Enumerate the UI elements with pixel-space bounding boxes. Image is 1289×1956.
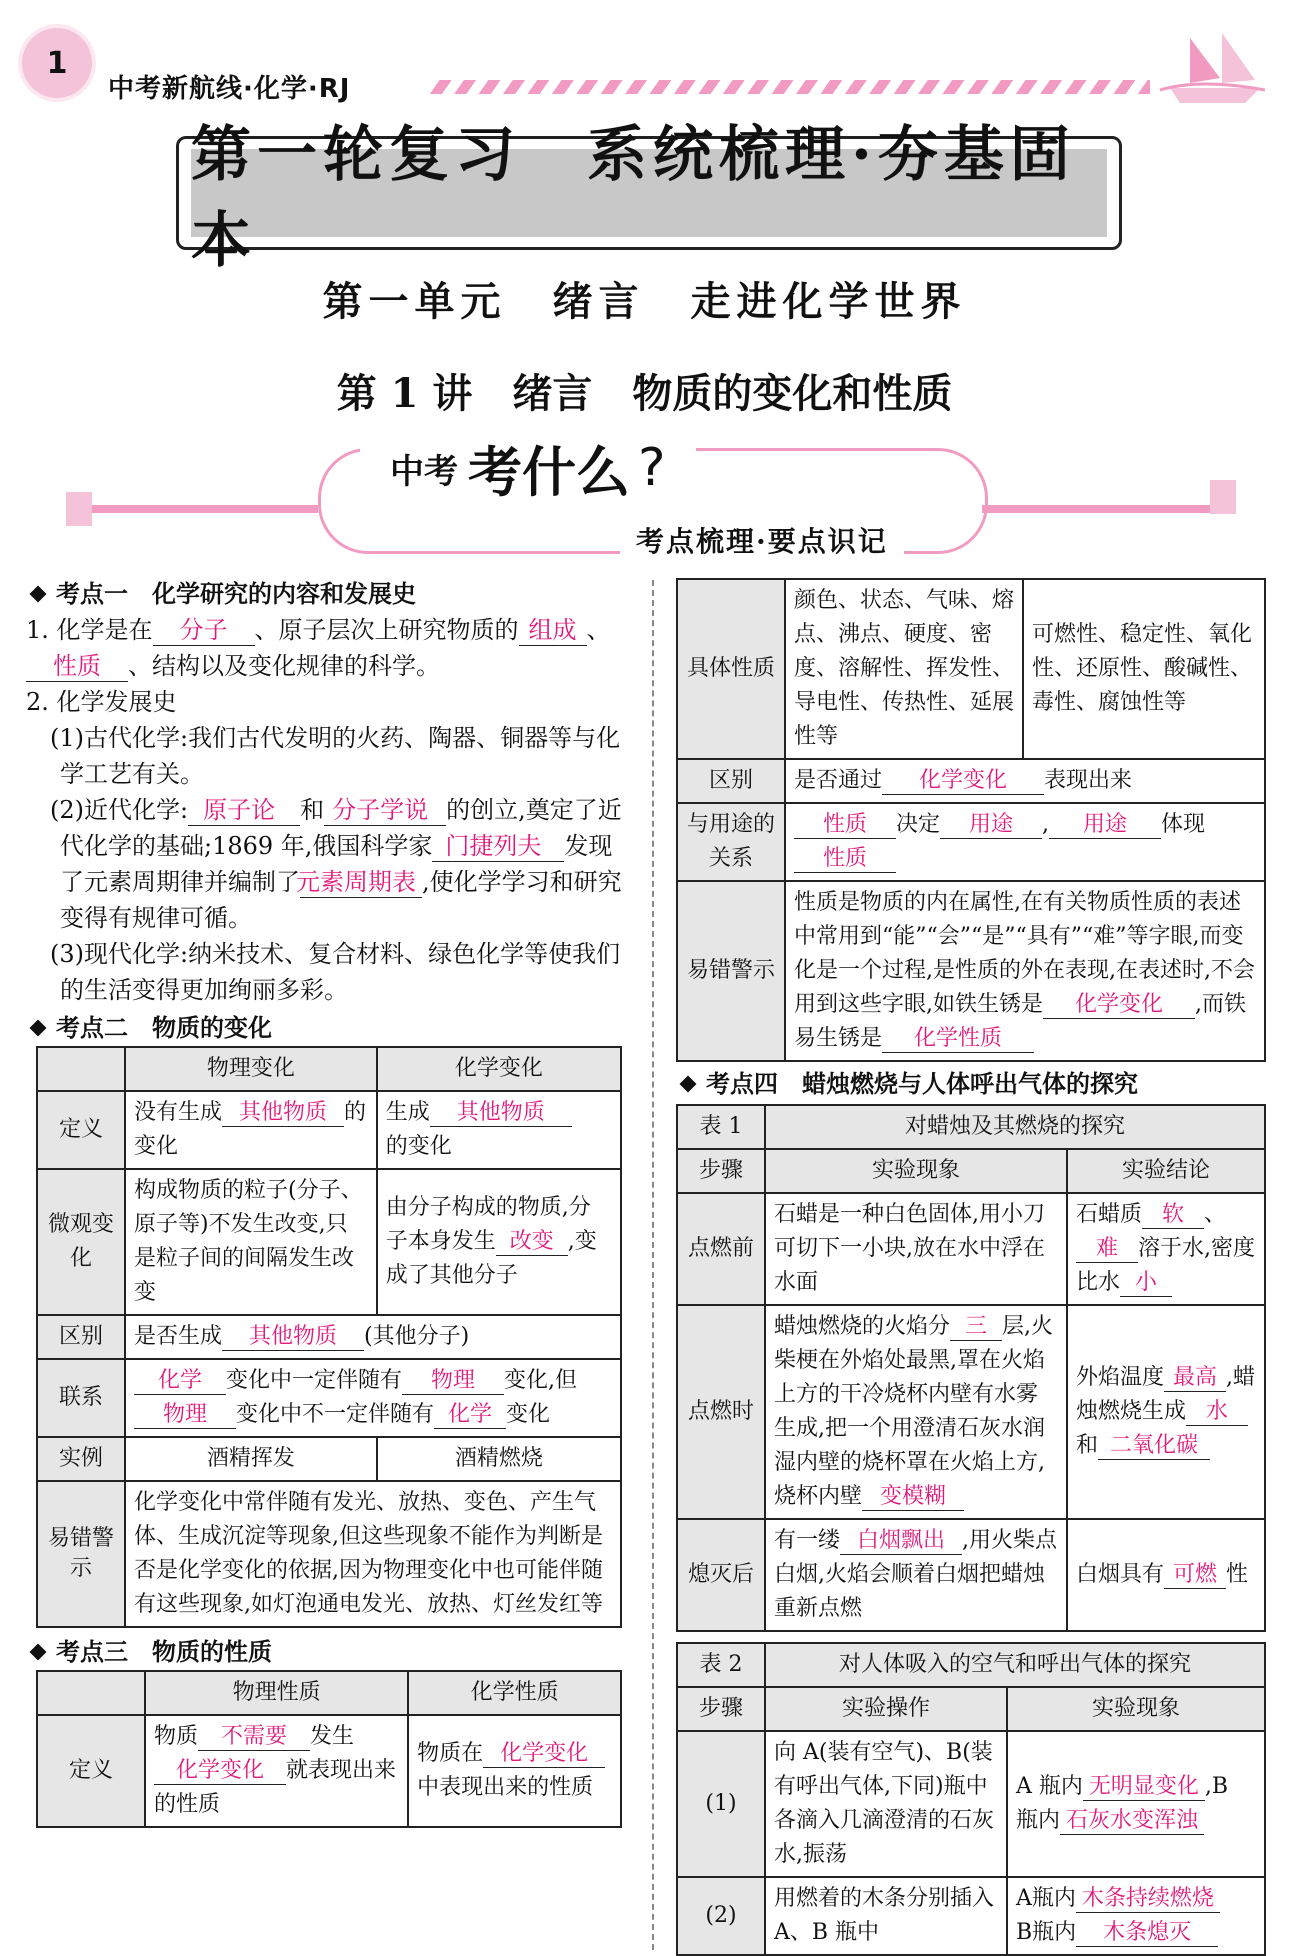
answer-blank: 化学变化 (1043, 992, 1195, 1019)
text: 性质是物质的内在属性,在有关物质性质的表述中常用到“能”“会”“是”“具有”“难”等字眼,而变化是一个过程,是性质的外在表现,在表述时,不会用到这些字眼,如铁生锈是 (794, 890, 1255, 1017)
step-label: 点燃前 (677, 1193, 765, 1305)
col-header: 物理变化 (125, 1047, 377, 1091)
answer-blank: 其他物质 (222, 1100, 344, 1127)
answer-blank: 三 (950, 1314, 1002, 1341)
table-title: 对蜡烛及其燃烧的探究 (765, 1105, 1265, 1149)
text: 体现 (1161, 812, 1206, 837)
text: 中表现出来的性质 (417, 1775, 594, 1800)
section-2-heading (26, 1010, 622, 1046)
cell (785, 803, 1265, 881)
answer-blank: 白烟飘出 (840, 1528, 962, 1555)
zk-title-a: 中考 (390, 451, 458, 492)
section-1-title: 考点一 化学研究的内容和发展史 (56, 580, 416, 608)
right-column (676, 578, 1266, 1956)
page-number-badge (22, 28, 92, 98)
sailboat-icon (1150, 28, 1270, 108)
text: 发生 (310, 1724, 355, 1749)
text: 物质在 (417, 1741, 484, 1766)
diamond-icon (680, 1076, 697, 1093)
text: 物质 (154, 1724, 199, 1749)
cell: 酒精燃烧 (377, 1437, 621, 1481)
answer-blank: 物理 (402, 1368, 504, 1395)
row-label: 微观变化 (37, 1169, 125, 1315)
text: ,用火柴点白烟,火焰会顺着白烟把蜡烛重新点燃 (774, 1528, 1058, 1621)
answer-blank: 元素周期表 (300, 868, 422, 898)
header-hatch-stripe (430, 80, 1150, 94)
section-3-heading (26, 1634, 622, 1670)
text: 1. 化学是在 (26, 616, 153, 644)
brand-title: 中考新航线·化学·RJ (108, 74, 351, 104)
s1-para-3: (1)古代化学:我们古代发明的火药、陶器、铜器等与化学工艺有关。 (50, 724, 621, 788)
table-number: 表 1 (677, 1105, 765, 1149)
section-2-title: 考点二 物质的变化 (56, 1014, 272, 1042)
row-label: 易错警示 (677, 881, 785, 1061)
col-header: 化学性质 (408, 1671, 621, 1715)
cell: 石蜡是一种白色固体,用小刀可切下一小块,放在水中浮在水面 (765, 1193, 1067, 1305)
corner-cell (37, 1671, 145, 1715)
zk-subtitle: 考点梳理·要点识记 (620, 520, 904, 560)
text: A 瓶内 (1016, 1774, 1083, 1799)
answer-blank: 分子 (153, 616, 255, 646)
text: ,蜡烛燃烧生成 (1076, 1365, 1256, 1424)
lecture-title: 第 1 讲 绪言 物质的变化和性质 (336, 370, 953, 417)
text: 的变化 (385, 1134, 452, 1159)
review-banner (176, 120, 1122, 276)
answer-blank: 组成 (519, 616, 587, 646)
cell (1067, 1519, 1265, 1631)
cell (785, 759, 1265, 803)
cell: 酒精挥发 (125, 1437, 377, 1481)
text: 由分子构成的物质,分子本身发生 (385, 1195, 591, 1254)
answer-blank: 小 (1120, 1270, 1172, 1297)
corner-cell (37, 1047, 125, 1091)
section-4-title: 考点四 蜡烛燃烧与人体呼出气体的探究 (706, 1070, 1138, 1098)
row-label: 具体性质 (677, 579, 785, 759)
step-label: 点燃时 (677, 1305, 765, 1519)
text: (2)近代化学: (50, 796, 189, 824)
text: 、 (586, 616, 611, 644)
text: 、 (1204, 1202, 1227, 1227)
text: 变化中一定伴随有 (226, 1368, 403, 1393)
zk-right-line (982, 505, 1217, 513)
left-column (26, 576, 622, 1828)
cell: 可燃性、稳定性、氧化性、还原性、酸碱性、毒性、腐蚀性等 (1023, 579, 1265, 759)
row-label: 定义 (37, 1715, 145, 1827)
col-header: 物理性质 (145, 1671, 408, 1715)
answer-blank: 二氧化碳 (1098, 1433, 1210, 1460)
unit-title: 第一单元 绪言 走进化学世界 (322, 279, 967, 325)
cell (377, 1169, 621, 1315)
properties-table-part2 (676, 578, 1266, 1062)
text: 性 (1226, 1562, 1249, 1587)
answer-blank: 物理 (134, 1402, 236, 1429)
text: 变化,但 (504, 1368, 578, 1393)
cell: 化学变化中常伴随有发光、放热、变色、产生气体、生成沉淀等现象,但这些现象不能作为判断是否是化学变化的依据,因为物理变化中也可能伴随有这些现象,如灯泡通电发光、放热、灯丝发红等 (125, 1481, 621, 1627)
answer-blank: 变模糊 (862, 1484, 964, 1511)
cell (377, 1091, 621, 1169)
text: A瓶内 (1016, 1886, 1076, 1911)
section-4-heading (676, 1066, 1266, 1102)
text: ,而铁易生锈是 (794, 992, 1246, 1051)
section-3-title: 考点三 物质的性质 (56, 1638, 272, 1666)
answer-blank: 原子论 (188, 796, 300, 826)
text: ,变成了其他分子 (385, 1229, 597, 1288)
answer-blank: 用途 (1049, 812, 1161, 839)
row-label: 联系 (37, 1359, 125, 1437)
text: 、原子层次上研究物质的 (254, 616, 519, 644)
cell (125, 1315, 621, 1359)
answer-blank: 石灰水变浑浊 (1060, 1808, 1204, 1835)
row-label: 定义 (37, 1091, 125, 1169)
text: 蜡烛燃烧的火焰分 (774, 1314, 951, 1339)
col-header: 步骤 (677, 1149, 765, 1193)
text: 和 (1076, 1433, 1099, 1458)
text: B瓶内 (1016, 1920, 1077, 1945)
text: 生成 (385, 1100, 430, 1125)
s1-para-1 (26, 612, 622, 684)
text: 的创立,奠定了近代化学的基础;1869 年,俄国科学家 (60, 796, 622, 860)
cell (765, 1305, 1067, 1519)
answer-blank: 改变 (496, 1229, 568, 1256)
text: 层,火柴梗在外焰处最黑,罩在火焰上方的干冷烧杯内壁有水雾生成,把一个用澄清石灰水润湿内壁的烧杯罩在火焰上方,烧杯内壁 (774, 1314, 1054, 1509)
text: 发现了元素周期律并编制了 (60, 832, 613, 896)
answer-blank: 分子学说 (324, 796, 446, 826)
cell: 构成物质的粒子(分子、原子等)不发生改变,只是粒子间的间隔发生改变 (125, 1169, 377, 1315)
text: 没有生成 (134, 1100, 223, 1125)
cell: 颜色、状态、气味、熔点、沸点、硬度、密度、溶解性、挥发性、导电性、传热性、延展性等 (785, 579, 1023, 759)
review-banner-text: 第一轮复习 系统梳理·夯基固本 (191, 149, 1107, 237)
answer-blank: 门捷列夫 (432, 832, 564, 862)
diamond-icon (30, 1644, 47, 1661)
text: 外焰温度 (1076, 1365, 1165, 1390)
row-label: 区别 (37, 1315, 125, 1359)
answer-blank: 性质 (794, 812, 896, 839)
text: ,B 瓶内 (1016, 1774, 1229, 1833)
text: 石蜡质 (1076, 1202, 1143, 1227)
cell (1067, 1193, 1265, 1305)
text: 变化中不一定伴随有 (236, 1402, 435, 1427)
zk-left-block (66, 492, 92, 526)
cell (1067, 1305, 1265, 1519)
text: 就表现出来的性质 (154, 1758, 397, 1817)
answer-blank: 化学 (134, 1368, 226, 1395)
row-label: 实例 (37, 1437, 125, 1481)
diamond-icon (30, 586, 47, 603)
changes-table (36, 1046, 622, 1628)
answer-blank: 其他物质 (430, 1100, 572, 1127)
col-header: 实验现象 (1007, 1687, 1265, 1731)
answer-blank: 化学变化 (483, 1741, 605, 1768)
answer-blank: 无明显变化 (1083, 1774, 1205, 1801)
row-label: 与用途的关系 (677, 803, 785, 881)
answer-blank: 木条持续燃烧 (1076, 1886, 1220, 1913)
cell (1007, 1877, 1265, 1955)
text: 有一缕 (774, 1528, 841, 1553)
text: 溶于水,密度比水 (1076, 1236, 1255, 1295)
page-number: 1 (46, 45, 68, 81)
zk-title (360, 430, 696, 506)
zk-title-c: ? (638, 438, 666, 498)
step-label: (1) (677, 1731, 765, 1877)
text: 是否通过 (794, 768, 883, 793)
answer-blank: 不需要 (198, 1724, 310, 1751)
answer-blank: 化学变化 (882, 768, 1044, 795)
answer-blank: 性质 (26, 652, 128, 682)
s1-para-2: 2. 化学发展史 (26, 688, 177, 716)
step-label: 熄灭后 (677, 1519, 765, 1631)
cell: 向 A(装有空气)、B(装有呼出气体,下同)瓶中各滴入几滴澄清的石灰水,振荡 (765, 1731, 1007, 1877)
zk-title-b: 考什么 (468, 439, 630, 504)
answer-blank: 化学性质 (882, 1026, 1034, 1053)
zk-left-line (66, 505, 318, 513)
s1-para-5: (3)现代化学:纳米技术、复合材料、绿色化学等使我们的生活变得更加绚丽多彩。 (50, 940, 621, 1004)
cell (765, 1519, 1067, 1631)
cell (785, 881, 1265, 1061)
cell (1007, 1731, 1265, 1877)
answer-blank: 化学变化 (154, 1758, 286, 1785)
step-label: (2) (677, 1877, 765, 1955)
answer-blank: 可燃 (1164, 1562, 1226, 1589)
col-header: 实验操作 (765, 1687, 1007, 1731)
cell (145, 1715, 408, 1827)
text: 、结构以及变化规律的科学。 (128, 652, 440, 680)
cell (125, 1359, 621, 1437)
cell: 用燃着的木条分别插入 A、B 瓶中 (765, 1877, 1007, 1955)
text: 变化 (506, 1402, 551, 1427)
answer-blank: 化学 (434, 1402, 506, 1429)
table-number: 表 2 (677, 1643, 765, 1687)
row-label: 易错警示 (37, 1481, 125, 1627)
text: 和 (300, 796, 325, 824)
answer-blank: 其他物质 (222, 1324, 364, 1351)
text: ,使化学学习和研究变得有规律可循。 (60, 868, 622, 932)
cell (125, 1091, 377, 1169)
text: 的变化 (134, 1100, 367, 1159)
answer-blank: 水 (1186, 1399, 1248, 1426)
answer-blank: 性质 (794, 846, 896, 873)
properties-table-part1 (36, 1670, 622, 1828)
answer-blank: 软 (1142, 1202, 1204, 1229)
answer-blank: 用途 (940, 812, 1042, 839)
breath-table (676, 1642, 1266, 1956)
col-header: 实验现象 (765, 1149, 1067, 1193)
s1-para-4 (26, 792, 622, 936)
answer-blank: 最高 (1164, 1365, 1226, 1392)
answer-blank: 木条熄灭 (1076, 1920, 1218, 1947)
col-header: 化学变化 (377, 1047, 621, 1091)
candle-table (676, 1104, 1266, 1632)
zk-right-block (1210, 480, 1236, 514)
text: 表现出来 (1044, 768, 1133, 793)
text: (其他分子) (364, 1324, 470, 1349)
diamond-icon (30, 1020, 47, 1037)
section-1-heading (26, 576, 622, 612)
text: , (1042, 812, 1050, 837)
cell (408, 1715, 621, 1827)
column-divider (652, 580, 654, 1950)
text: 是否生成 (134, 1324, 223, 1349)
table-title: 对人体吸入的空气和呼出气体的探究 (765, 1643, 1265, 1687)
text: 白烟具有 (1076, 1562, 1165, 1587)
row-label: 区别 (677, 759, 785, 803)
col-header: 步骤 (677, 1687, 765, 1731)
col-header: 实验结论 (1067, 1149, 1265, 1193)
text: 决定 (896, 812, 941, 837)
answer-blank: 难 (1076, 1236, 1138, 1263)
